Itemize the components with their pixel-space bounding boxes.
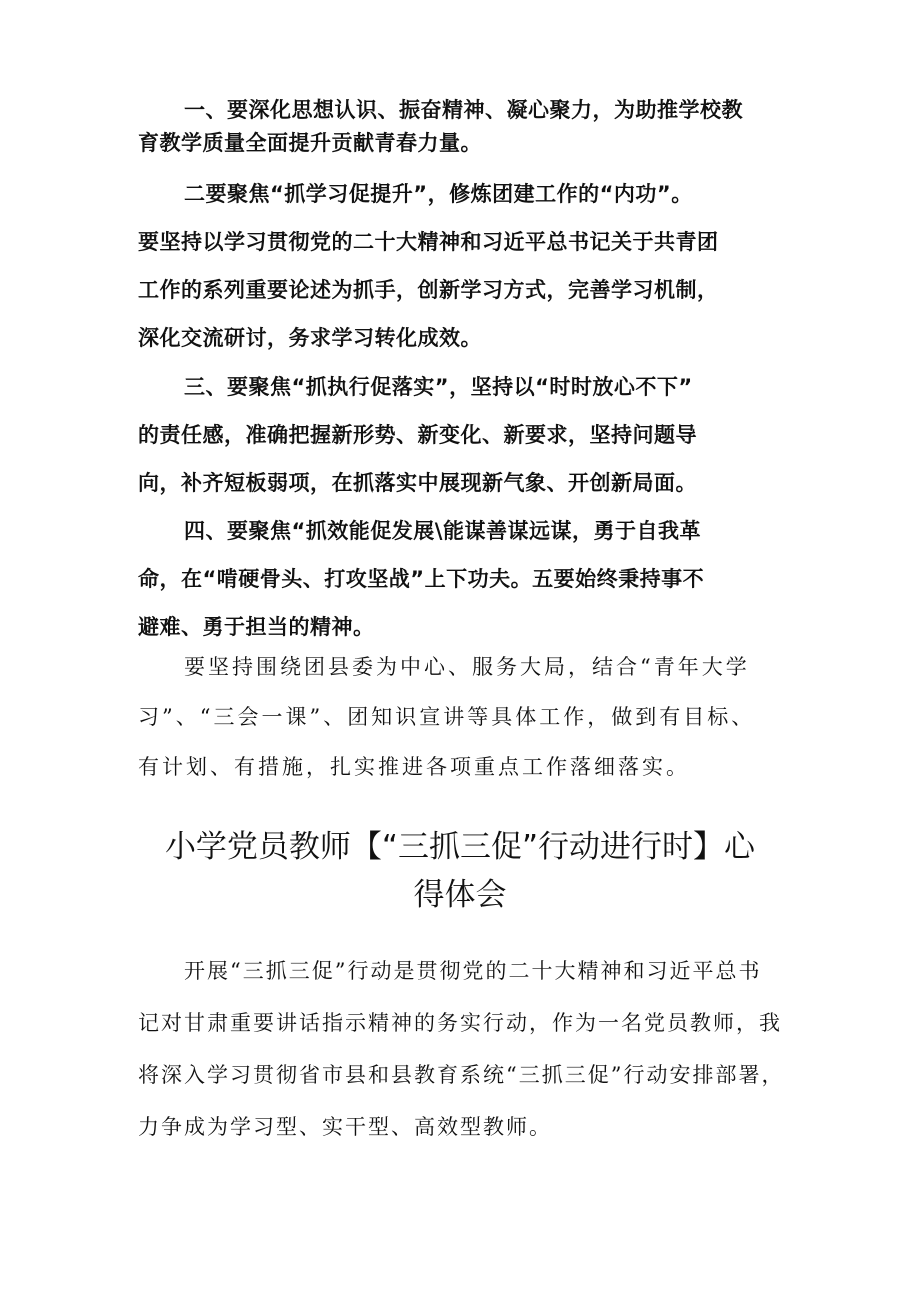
text-line: 命，在“啃硬骨头、打攻坚战”上下功夫。五要始终秉持事不	[138, 567, 705, 591]
text-line: 要坚持围绕团县委为中心、服务大局，结合“青年大学	[184, 655, 750, 679]
text-line: 深化交流研讨，务求学习转化成效。	[138, 326, 482, 350]
text-line: 开展“三抓三促”行动是贯彻党的二十大精神和习近平总书	[184, 959, 762, 983]
paragraph-study-promotion	[138, 170, 788, 362]
text-line: 向，补齐短板弱项，在抓落实中展现新气象、开创新局面。	[138, 471, 697, 495]
text-line: 习”、“三会一课”、团知识宣讲等具体工作，做到有目标、	[138, 705, 756, 729]
text-line: 要坚持以学习贯彻党的二十大精神和习近平总书记关于共青团	[138, 230, 719, 254]
text-line: 的责任感，准确把握新形势、新变化、新要求，坚持问题导	[138, 423, 697, 447]
paragraph-execution-implementation	[138, 363, 788, 507]
text-line: 一、要深化思想认识、振奋精神、凝心聚力，为助推学校教	[184, 98, 743, 122]
paragraph-efficiency-development	[138, 507, 788, 651]
text-line: 工作的系列重要论述为抓手，创新学习方式，完善学习机制，	[138, 278, 719, 302]
text-line: 有计划、有措施，扎实推进各项重点工作落细落实。	[138, 755, 690, 779]
text-line: 将深入学习贯彻省市县和县教育系统“三抓三促”行动安排部署，	[138, 1063, 785, 1087]
paragraph-focus-center	[138, 642, 788, 792]
text-line: 记对甘肃重要讲话指示精神的务实行动，作为一名党员教师，我	[138, 1011, 782, 1035]
text-line: 力争成为学习型、实干型、高效型教师。	[138, 1115, 552, 1139]
heading-line: 小学党员教师【“三抓三促”行动进行时】心	[164, 829, 756, 865]
paragraph-three-grasps-intro	[138, 945, 788, 1153]
text-line: 避难、勇于担当的精神。	[138, 615, 375, 639]
section-heading	[120, 823, 800, 919]
paragraph-deepen-thinking	[138, 94, 788, 160]
text-line: 育教学质量全面提升贡献青春力量。	[138, 131, 482, 155]
heading-line: 得体会	[413, 877, 507, 913]
text-line: 三、要聚焦“抓执行促落实”，坚持以“时时放心不下”	[184, 375, 693, 399]
text-line: 二要聚焦“抓学习促提升”，修炼团建工作的“内功”。	[184, 182, 693, 206]
text-line: 四、要聚焦“抓效能促发展\能谋善谋远谋，勇于自我革	[184, 519, 701, 543]
